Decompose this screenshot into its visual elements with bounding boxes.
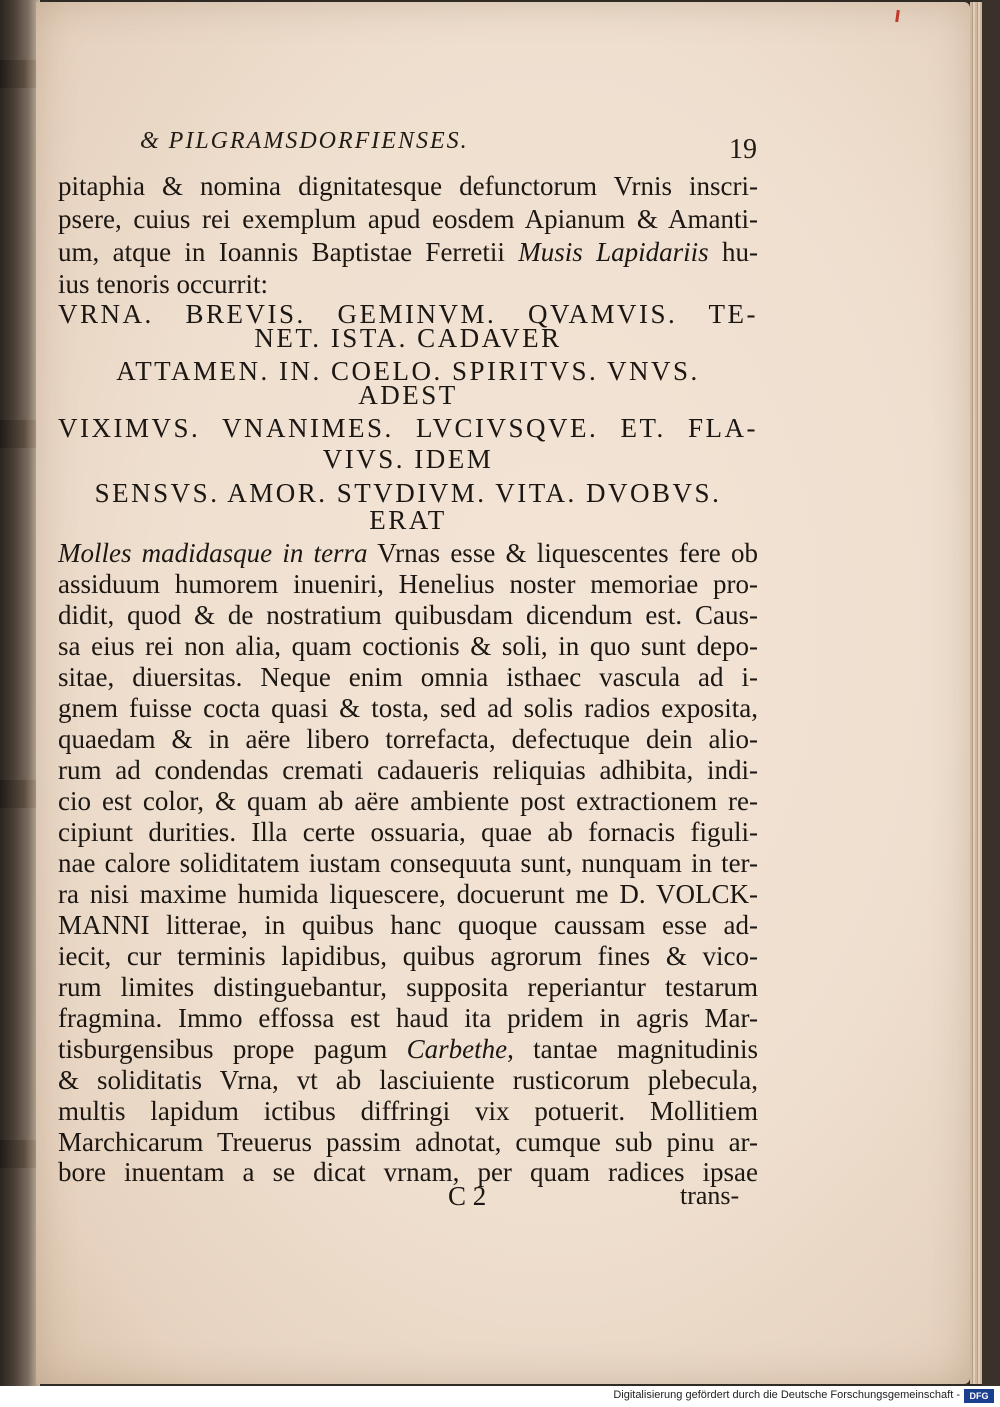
text-line [58,1033,758,1065]
text-line: Marchicarum Treuerus passim adnotat, cumque sub pinu ar- [58,1127,758,1157]
inscription-line: VIVS. IDEM [322,444,494,474]
inscription-line: VIXIMVS. VNANIMES. LVCIVSQVE. ET. FLA- [58,413,758,443]
text-line: gnem fuisse cocta quasi & tosta, sed ad solis radios exposita, [58,693,758,723]
funding-notice: Digitalisierung gefördert durch die Deutsche Forschungsgemeinschaft - [613,1389,960,1401]
spine-band [0,420,40,448]
italic-title: Musis Lapidariis [518,237,709,267]
text-line: quaedam & in aëre libero torrefacta, defectuque dein alio- [58,724,758,754]
text-line: sa eius rei non alia, quam coctionis & soli, in quo sunt depo- [58,631,758,661]
spine-band [0,60,40,88]
text-line: MANNI litterae, in quibus hanc quoque caussam esse ad- [58,910,758,940]
page-number: 19 [729,134,757,165]
spine-band [0,780,40,808]
text-span: tisburgensibus prope pagum [58,1034,407,1064]
footer-bar [0,1386,1000,1407]
running-head: & PILGRAMSDORFIENSES. [140,128,469,154]
book-cover-edge [982,0,1000,1386]
spine-band [0,1140,40,1168]
text-line: ius tenoris occurrit: [58,269,268,299]
text-line: cio est color, & quam ab aëre ambiente post extractionem re- [58,786,758,816]
inscription-line: SENSVS. AMOR. STVDIVM. VITA. DVOBVS. [94,478,722,508]
dfg-logo-icon: DFG [964,1389,994,1403]
text-line: psere, cuius rei exemplum apud eosdem Apianum & Amanti- [58,204,758,234]
inscription-line: NET. ISTA. CADAVER [254,323,562,353]
text-line: sitae, diuersitas. Neque enim omnia isthaec vascula ad i- [58,662,758,692]
text-line: didit, quod & de nostratium quibusdam dicendum est. Caus- [58,600,758,630]
text-span: um, atque in Ioannis Baptistae Ferretii [58,237,519,267]
text-line: & soliditatis Vrna, vt ab lasciuiente rusticorum plebecula, [58,1065,758,1095]
text-line: pitaphia & nomina dignitatesque defunctorum Vrnis inscri- [58,171,758,201]
italic-phrase: Molles madidasque in terra [58,538,368,568]
inscription-line: VRNA. BREVIS. GEMINVM. QVAMVIS. TE- [58,299,758,329]
text-span: , tantae magnitudinis [507,1034,758,1064]
text-line: multis lapidum ictibus diffringi vix potuerit. Mollitiem [58,1096,758,1126]
text-line: bore inuentam a se dicat vrnam, per quam radices ipsae [58,1157,758,1187]
inscription-line: ATTAMEN. IN. COELO. SPIRITVS. VNVS. [116,356,700,386]
text-line [58,537,758,569]
book-spine [0,0,40,1386]
page-edges [970,2,982,1384]
italic-place-name: Carbethe [406,1034,508,1064]
text-span: Vrnas esse & liquescentes fere ob [367,538,758,568]
text-line: cipiunt durities. Illa certe ossuaria, quae ab fornacis figuli- [58,817,758,847]
text-line [58,236,758,268]
text-span: hu- [708,237,758,267]
text-line: nae calore soliditatem iustam consequuta sunt, nunquam in ter- [58,848,758,878]
text-line: assiduum humorem inueniri, Henelius noster memoriae pro- [58,569,758,599]
text-line: iecit, cur terminis lapidibus, quibus agrorum fines & vico- [58,941,758,971]
catchword: trans- [680,1181,740,1210]
text-line: fragmina. Immo effossa est haud ita pridem in agris Mar- [58,1003,758,1033]
signature-mark: C 2 [448,1181,487,1211]
inscription-line: ERAT [369,505,447,535]
text-line: rum limites distinguebantur, supposita reperiantur testarum [58,972,758,1002]
text-line: rum ad condendas cremati cadaueris reliquias adhibita, indi- [58,755,758,785]
text-line: ra nisi maxime humida liquescere, docuerunt me D. VOLCK- [58,879,758,909]
inscription-line: ADEST [358,380,458,410]
